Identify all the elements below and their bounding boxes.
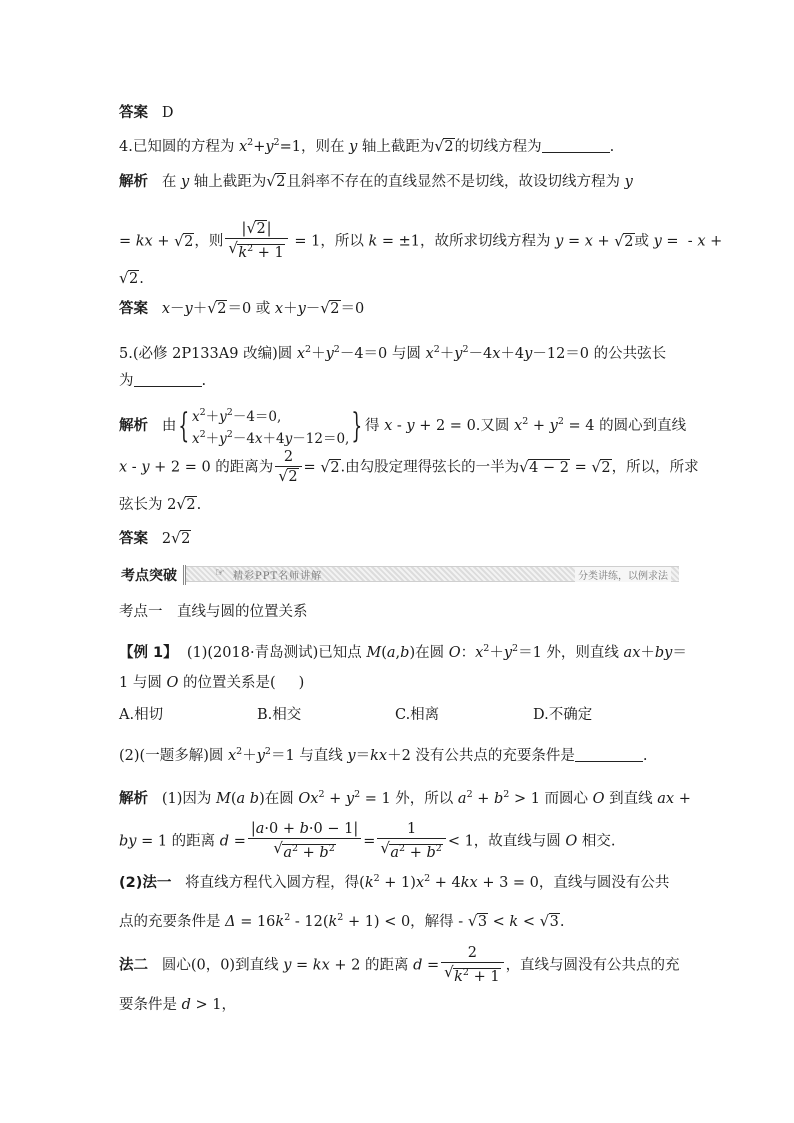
example-1-line-3: (2)(一题多解)圆 $x^2+y^2=1$ 与直线 y＝kx＋2 没有公共点的充要条件是 . bbox=[119, 746, 648, 764]
answer-4: 答案 x－y＋√ 2＝0 或 x＋y－√ 2＝0 bbox=[119, 298, 364, 320]
option-b: B.相交 bbox=[257, 707, 302, 723]
answer-3: 答案 D bbox=[119, 105, 174, 121]
q5-solution-line-3: 弦长为 2√ 2. bbox=[119, 494, 201, 516]
key-point-1: 考点一 直线与圆的位置关系 bbox=[119, 604, 308, 620]
question-4: 4.已知圆的方程为 $x^2+y^2=1$，则在 y 轴上截距为√ 2的切线方程为 . bbox=[119, 132, 614, 158]
method-2-line-1: 法二 圆心(0，0)到直线 y = kx + 2 的距离 d = 2 √ $k^2 + 1$ ，直线与圆没有公共点的充 bbox=[119, 944, 680, 987]
q4-solution-line-1: 解析 在 y 轴上截距为√ 2且斜率不存在的直线显然不是切线，故设切线方程为 y bbox=[119, 171, 633, 193]
method-1-line-1: (2)法一 将直线方程代入圆方程，得$(k^2 + 1)x^2 + 4kx + 3 = 0$，直线与圆没有公共 bbox=[119, 873, 670, 891]
pointing-hand-icon: ☞ bbox=[215, 566, 225, 579]
section-hint: 精彩PPT名师讲解 bbox=[233, 571, 323, 582]
answer-5: 答案 2√ 2 bbox=[119, 528, 191, 550]
section-header-bar bbox=[119, 566, 679, 582]
section-right-caption: 分类讲练，以例求法 bbox=[575, 567, 671, 582]
option-a: A.相切 bbox=[119, 707, 164, 723]
q5-solution-line-1: 解析 由{ $x^2+y^2-4=0$, $x^2+y^2-4x+4y-12=0$,} 得 x - y + 2 = 0.又圆 $x^2 + y^2 = 4$ 的圆心到直线 bbox=[119, 406, 687, 447]
question-5-line-2: 为 . bbox=[119, 373, 207, 389]
example-1-options bbox=[119, 704, 671, 726]
example-1-line-2: 1 与圆 O 的位置关系是( ) bbox=[119, 675, 305, 691]
option-d: D.不确定 bbox=[533, 707, 593, 723]
method-1-line-2: 点的充要条件是 $\Delta = 16k^2 - 12(k^2 + 1) < 0$，解得 - √ 3 < k < √ 3. bbox=[119, 907, 564, 933]
ex1-solution-line-1: 解析 (1)因为 M(a b)在圆 $Ox^2 + y^2 = 1$ 外，所以 $a^2 + b^2 > 1$ 而圆心 O 到直线 ax + bbox=[119, 789, 691, 807]
question-5-line-1: 5.(必修 2P133A9 改编)圆 $x^2+y^2-4=0$ 与圆 $x^2+y^2-4x+4y-12=0$ 的公共弦长 bbox=[119, 344, 667, 362]
section-title: 考点突破 bbox=[119, 565, 186, 585]
q5-solution-line-2: x - y + 2 = 0 的距离为 2 √ 2 = √ 2.由勾股定理得弦长的一半为√ 4 − 2 = √ 2，所以，所求 bbox=[119, 448, 699, 487]
method-2-line-2: 要条件是 d > 1， bbox=[119, 997, 236, 1013]
option-c: C.相离 bbox=[395, 707, 440, 723]
q4-solution-line-2: = kx + √ 2，则 |√ 2| √ $k^2 + 1$ = 1，所以 k = ±1，故所求切线方程为 y = x + √ 2或 y = - x + bbox=[119, 220, 722, 263]
example-1-line-1: 【例 1】 (1)(2018·青岛测试)已知点 M(a,b)在圆 O：$x^2+y^2=1$ 外，则直线 ax＋by＝ bbox=[119, 643, 687, 661]
q4-solution-line-3: √ 2. bbox=[119, 268, 144, 290]
ex1-solution-line-2: by = 1 的距离 d = |a·0 + b·0 − 1| √ $a^2 + b^2$ = 1 √ $a^2 + b^2$ < 1，故直线与圆 O 相交. bbox=[119, 820, 616, 863]
